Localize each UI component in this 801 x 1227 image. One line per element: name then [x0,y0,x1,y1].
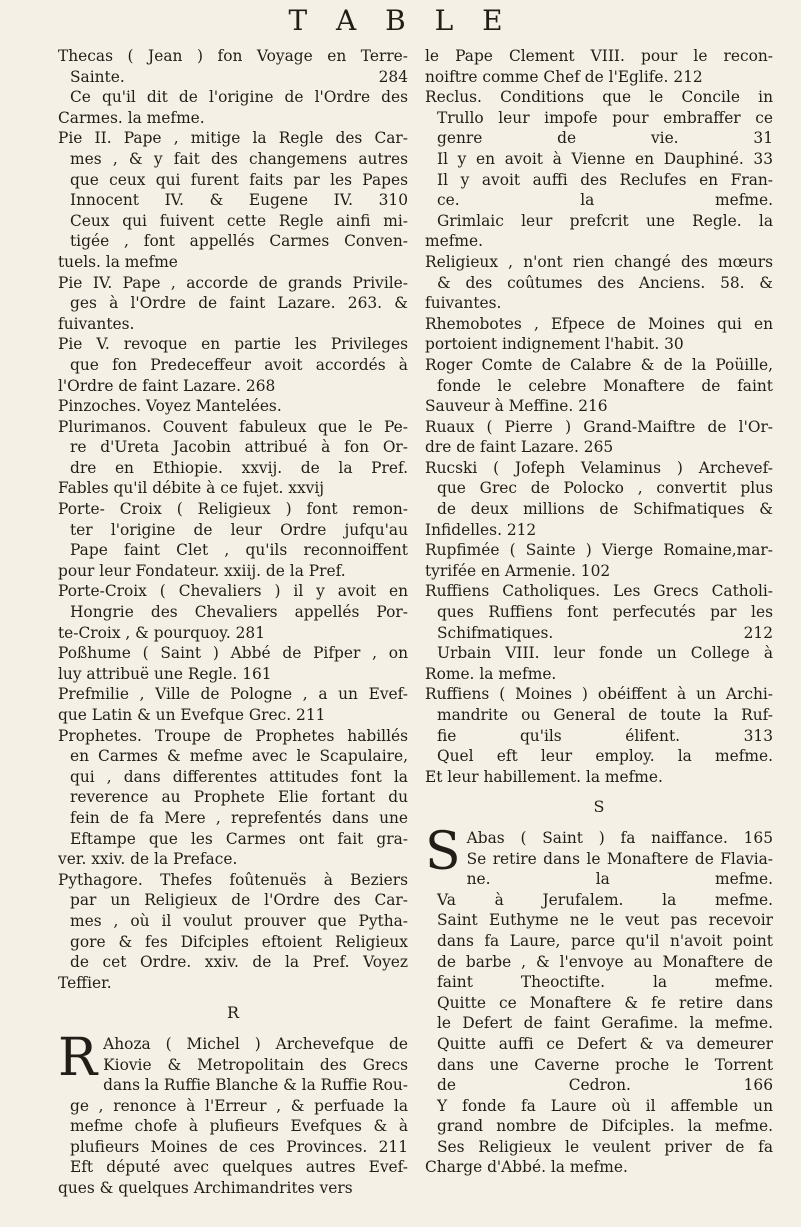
entry-line: ges à l'Ordre de faint Lazare. 263. & [70,294,408,313]
entry-line: Ruffiens Catholiques. Les Grecs Catholi- [425,582,773,601]
entry-line: Eftampe que les Carmes ont fait gra- [70,829,408,848]
index-entry [425,821,773,1178]
entry-line: Ruffiens ( Moines ) obéiffent à un Archi- [425,685,773,704]
index-entry [425,252,773,314]
entry-line: Va à Jerufalem. la mefme. [437,890,773,909]
entry-line: Ceux qui fuivent cette Regle ainfi mi- [70,211,408,230]
index-entry [58,46,408,128]
entry-line: Pie V. revoque en partie les Privileges [58,335,408,354]
entry-line: Schifmatiques. 212 [437,623,773,642]
entry-line: fonde le celebre Monaftere de faint [437,376,773,395]
entry-line: que ceux qui furent faits par les Papes [70,170,408,189]
entry-line: Hongrie des Chevaliers appellés Por- [70,603,408,622]
entry-line: mefme chofe à plufieurs Evefques & à [70,1117,408,1136]
entry-line: Rupfimée ( Sainte ) Vierge Romaine,mar- [425,541,773,560]
entry-line: Fables qu'il débite à ce fujet. xxvij [58,479,325,498]
section-letter: S [593,797,605,817]
entry-line: dans fa Laure, parce qu'il n'avoit point [437,931,773,950]
index-entry [425,46,773,87]
right-column [425,46,773,1178]
entry-line: Se retire dans le Monaftere de Flavia- [466,849,773,868]
entry-line: ce. la mefme. [437,191,773,210]
entry-line: Quitte auffi ce Defert & va demeurer [437,1034,773,1053]
index-entry [425,314,773,355]
entry-line: grand nombre de Difciples. la mefme. [437,1117,773,1136]
index-entry [425,355,773,417]
entry-line: Ses Religieux le veulent priver de fa [437,1137,773,1156]
entry-line: de cet Ordre. xxiv. de la Pref. Voyez [70,953,408,972]
entry-line: Religieux , n'ont rien changé des mœurs [425,252,773,271]
entry-line: Sainte. 284 [70,67,408,86]
entry-line: Rhemobotes , Efpece de Moines qui en [425,314,773,333]
entry-line: Y fonde fa Laure où il affemble un [437,1096,773,1115]
entry-line: dre de faint Lazare. 265 [425,438,614,457]
entry-line: genre de vie. 31 [437,129,773,148]
index-entry [425,417,773,458]
entry-line: fuivantes. [58,314,135,333]
entry-line: Porte-Croix ( Chevaliers ) il y avoit en [58,582,408,601]
entry-line: ques & quelques Archimandrites vers [58,1179,353,1198]
entry-line: mes , & y fait des changemens autres [70,149,408,168]
index-entry [425,540,773,581]
entry-line: fuivantes. [425,294,502,313]
entry-line: Trullo leur impofe pour embraffer ce [437,108,773,127]
entry-line: tyrifée en Armenie. 102 [425,561,611,580]
entry-line: en Carmes & mefme avec le Scapulaire, [70,747,408,766]
entry-line: portoient indignement l'habit. 30 [425,335,684,354]
entry-line: Rome. la mefme. [425,664,557,683]
entry-line: Sauveur à Meffine. 216 [425,397,608,416]
entry-line: re d'Ureta Jacobin attribué à fon Or- [70,438,408,457]
entry-line: dans une Caverne proche le Torrent [437,1055,773,1074]
entry-line: Grimlaic leur prefcrit une Regle. la [437,211,773,230]
entry-line: Pie II. Pape , mitige la Regle des Car- [58,129,408,148]
entry-line: Carmes. la mefme. [58,108,205,127]
index-entry [58,499,408,581]
entry-line: que fon Predeceffeur avoit accordés à [70,355,408,374]
entry-line: Abas ( Saint ) fa naiffance. 165 [466,828,773,847]
entry-line: Roger Comte de Calabre & de la Poüille, [425,355,773,374]
entry-line: pour leur Fondateur. xxiij. de la Pref. [58,561,346,580]
entry-line: Reclus. Conditions que le Concile in [425,88,773,107]
entry-line: Quitte ce Monaftere & fe retire dans [437,993,773,1012]
entry-line: que Grec de Polocko , convertit plus [437,479,773,498]
index-entry [58,870,408,994]
entry-line: ques Ruffiens font perfecutés par les [437,603,773,622]
entry-line: Urbain VIII. leur fonde un College à [437,644,773,663]
index-entry [58,396,408,417]
index-entry [425,581,773,684]
entry-line: gore & fes Difciples eftoient Religieux [70,932,408,951]
page-header: T A B L E [288,4,513,37]
entry-line: Infidelles. 212 [425,520,537,539]
entry-line: Kiovie & Metropolitain des Grecs [103,1055,408,1074]
index-entry [58,684,408,725]
entry-line: de Cedron. 166 [437,1076,773,1095]
entry-line: le Pape Clement VIII. pour le recon- [425,47,773,65]
entry-line: Pape faint Clet , qu'ils reconnoiffent [70,541,408,560]
entry-line: Rucski ( Jofeph Velaminus ) Archevef- [425,458,773,477]
entry-line: mandrite ou General de toute la Ruf- [437,706,773,724]
index-entry [58,334,408,396]
entry-line: de barbe , & l'envoye au Monaftere de [437,952,773,971]
index-entry [58,581,408,643]
index-entry [425,87,773,252]
left-column [58,46,408,1199]
entry-line: tigée , font appellés Carmes Conven- [70,232,408,251]
index-entry [58,726,408,870]
entry-line: Pie IV. Pape , accorde de grands Privile- [58,273,408,292]
entry-line: ne. la mefme. [466,870,773,889]
entry-line: ge , renonce à l'Erreur , & perfuade la [70,1096,408,1115]
drop-capital: R [58,1027,98,1088]
entry-line: Pinzoches. Voyez Mantelées. [58,397,282,416]
entry-line: Thecas ( Jean ) fon Voyage en Terre- [58,47,408,65]
entry-line: reverence au Prophete Elie fortant du [70,788,408,807]
index-entry [425,458,773,540]
index-entry [58,1027,408,1199]
entry-line: Ruaux ( Pierre ) Grand-Maiftre de l'Or- [425,417,773,436]
entry-line: Et leur habillement. la mefme. [425,767,663,786]
entry-line: te-Croix , & pourquoy. 281 [58,623,265,642]
entry-line: mes , où il voulut prouver que Pytha- [70,911,408,930]
entry-line: Teffier. [58,973,112,992]
entry-line: Pythagore. Thefes foûtenuës à Beziers [58,870,408,889]
entry-line: fein de fa Mere , reprefentés dans une [70,808,408,827]
entry-line: Charge d'Abbé. la mefme. [425,1158,628,1177]
entry-line: ter l'origine de leur Ordre jufqu'au [70,520,408,539]
entry-line: luy attribuë une Regle. 161 [58,664,272,683]
entry-line: fie qu'ils élifent. 313 [437,726,773,745]
entry-line: que Latin & un Evefque Grec. 211 [58,706,326,724]
entry-line: Il y avoit auffi des Reclufes en Fran- [437,170,773,189]
entry-line: Saint Euthyme ne le veut pas recevoir [437,911,773,930]
entry-line: dans la Ruffie Blanche & la Ruffie Rou- [103,1076,408,1095]
entry-line: tuels. la mefme [58,252,178,271]
index-entry [58,417,408,499]
entry-line: Quel eft leur employ. la mefme. [437,747,773,766]
entry-line: le Defert de faint Gerafime. la mefme. [437,1014,773,1033]
entry-line: de deux millions de Schifmatiques & [437,500,773,519]
entry-line: Il y en avoit à Vienne en Dauphiné. 33 [437,149,773,168]
entry-line: plufieurs Moines de ces Provinces. 211 [70,1137,408,1156]
index-entry [425,684,773,787]
entry-line: par un Religieux de l'Ordre des Car- [70,891,408,910]
entry-line: Ce qu'il dit de l'origine de l'Ordre des [70,88,408,107]
entry-line: l'Ordre de faint Lazare. 268 [58,376,276,395]
index-entry [58,273,408,335]
entry-line: Innocent IV. & Eugene IV. 310 [70,191,408,210]
entry-line: Plurimanos. Couvent fabuleux que le Pe- [58,417,408,436]
entry-line: noiftre comme Chef de l'Eglife. 212 [425,67,703,86]
drop-capital: S [425,821,461,882]
entry-line: Prefmilie , Ville de Pologne , a un Evef- [58,685,408,704]
entry-line: dre en Ethiopie. xxvij. de la Pref. [70,458,408,477]
entry-line: qui , dans differentes attitudes font la [70,767,408,786]
entry-line: Eft député avec quelques autres Evef- [70,1158,408,1177]
entry-line: Porte- Croix ( Religieux ) font remon- [58,500,408,519]
entry-line: & des coûtumes des Anciens. 58. & [437,273,773,292]
entry-line: Ahoza ( Michel ) Archevefque de [103,1034,408,1053]
entry-line: mefme. [425,232,483,251]
entry-line: Poßhume ( Saint ) Abbé de Pifper , on [58,644,408,663]
entry-line: Prophetes. Troupe de Prophetes habillés [58,726,408,745]
index-entry [58,643,408,684]
entry-line: ver. xxiv. de la Preface. [58,850,238,869]
index-entry [58,128,408,272]
entry-line: faint Theoctifte. la mefme. [437,973,773,992]
section-letter: R [226,1003,240,1023]
